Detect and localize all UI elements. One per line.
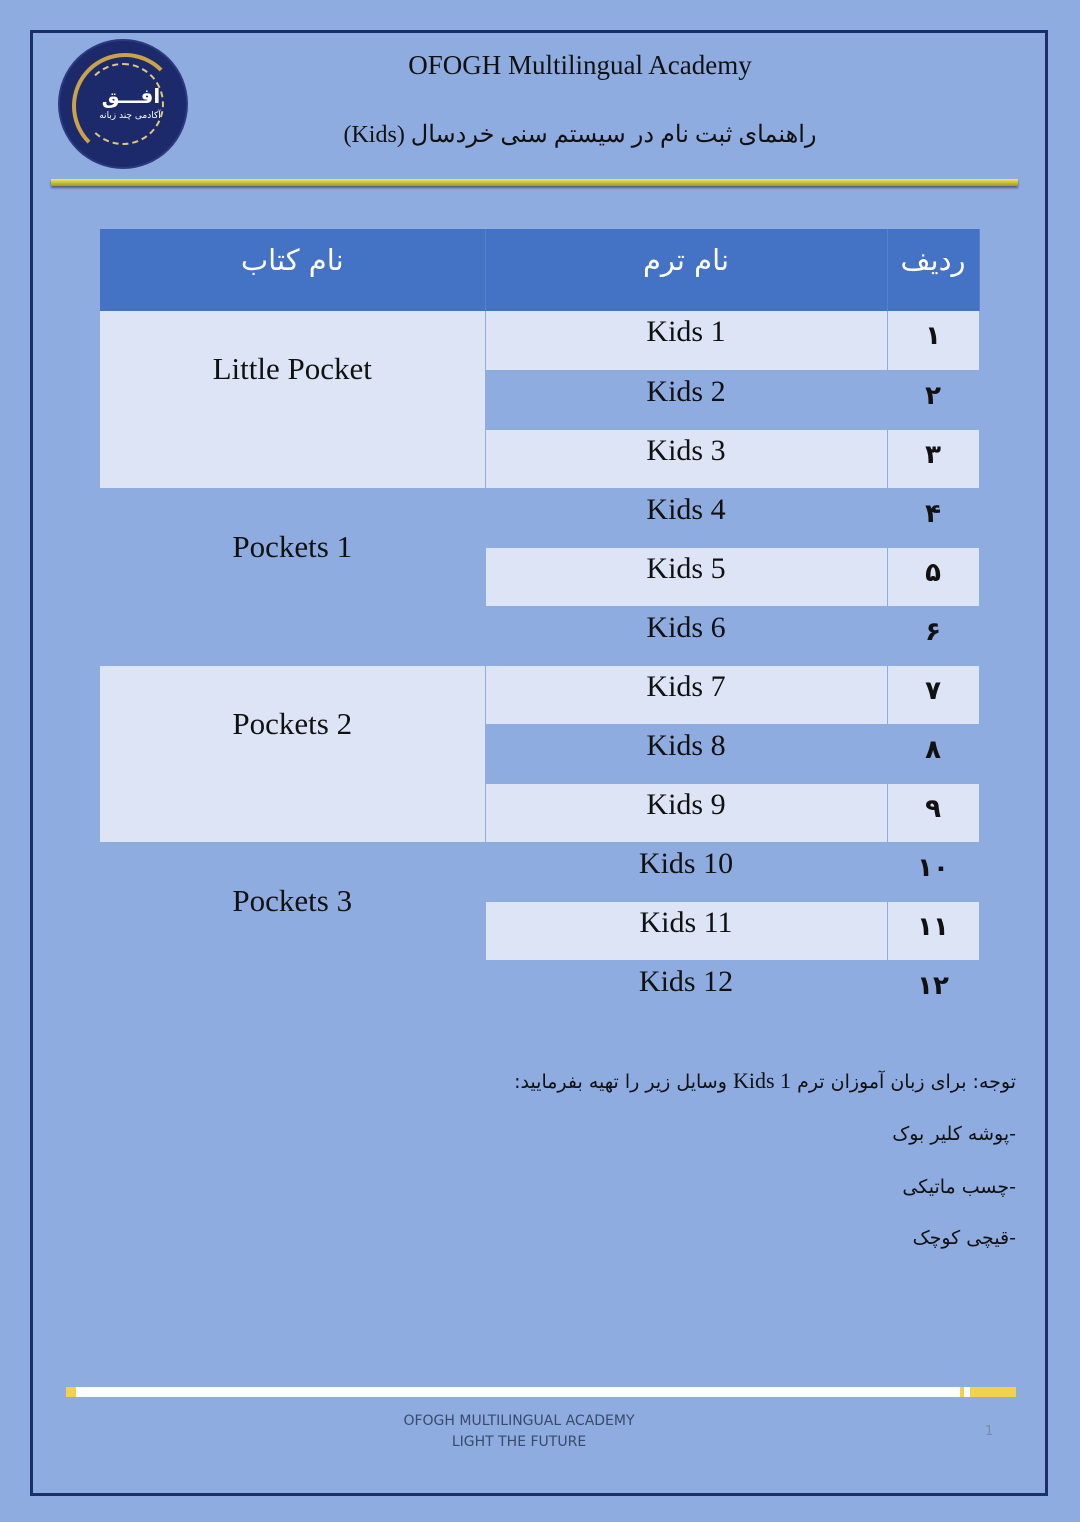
term-cell: Kids 10 <box>485 842 887 901</box>
row-number-cell: ۷ <box>887 665 979 724</box>
table-row <box>100 311 979 370</box>
book-cell: Pockets 3 <box>100 842 485 1019</box>
page-number: 1 <box>985 1424 994 1439</box>
term-cell: Kids 2 <box>485 370 887 429</box>
row-number-cell: ۴ <box>887 488 979 547</box>
footer-slogan: LIGHT THE FUTURE <box>451 1434 587 1450</box>
row-number-cell: ۹ <box>887 783 979 842</box>
document-subtitle: راهنمای ثبت نام در سیستم سنی خردسال (Kids) <box>343 122 817 148</box>
row-number-cell: ۱۰ <box>887 842 979 901</box>
term-cell: Kids 11 <box>485 901 887 960</box>
note-prefix: توجه: برای زبان آموزان ترم <box>797 1071 1016 1093</box>
book-cell: Little Pocket <box>100 311 485 488</box>
document-title: OFOGH Multilingual Academy <box>408 50 752 80</box>
header-term-name: نام ترم <box>485 229 887 311</box>
footer-divider <box>66 1387 1016 1397</box>
note-suffix: وسایل زیر را تهیه بفرمایید: <box>514 1071 727 1093</box>
row-number-cell: ۳ <box>887 429 979 488</box>
footer-academy-name: OFOGH MULTILINGUAL ACADEMY <box>403 1413 635 1429</box>
table-row <box>100 488 979 547</box>
header-divider <box>51 179 1018 186</box>
term-cell: Kids 3 <box>485 429 887 488</box>
row-number-cell: ۱ <box>887 311 979 370</box>
header-book-name: نام کتاب <box>100 229 485 311</box>
logo-text: افـــق <box>101 84 161 108</box>
logo-subtext: آکادمی چند زبانه <box>99 111 161 121</box>
row-number-cell: ۵ <box>887 547 979 606</box>
term-cell: Kids 5 <box>485 547 887 606</box>
term-cell: Kids 12 <box>485 960 887 1019</box>
row-number-cell: ۶ <box>887 606 979 665</box>
term-cell: Kids 7 <box>485 665 887 724</box>
table-row <box>100 842 979 901</box>
header-row-number: ردیف <box>887 229 979 311</box>
row-number-cell: ۲ <box>887 370 979 429</box>
supply-item: -پوشه کلیر بوک <box>892 1123 1016 1145</box>
footer-accent-gap <box>964 1387 970 1397</box>
book-cell: Pockets 2 <box>100 665 485 842</box>
row-number-cell: ۱۱ <box>887 901 979 960</box>
footer-accent-left <box>66 1387 76 1397</box>
table-row <box>100 665 979 724</box>
supplies-note <box>416 1068 1016 1094</box>
table-header-row <box>100 229 979 311</box>
note-term: Kids 1 <box>732 1068 792 1093</box>
term-cell: Kids 6 <box>485 606 887 665</box>
row-number-cell: ۱۲ <box>887 960 979 1019</box>
term-cell: Kids 4 <box>485 488 887 547</box>
supply-item: -قیچی کوچک <box>912 1227 1016 1249</box>
supply-item: -چسب ماتیکی <box>902 1176 1016 1198</box>
term-cell: Kids 8 <box>485 724 887 783</box>
row-number-cell: ۸ <box>887 724 979 783</box>
term-cell: Kids 1 <box>485 311 887 370</box>
academy-logo <box>60 41 186 167</box>
term-cell: Kids 9 <box>485 783 887 842</box>
kids-course-table <box>100 229 980 1020</box>
book-cell: Pockets 1 <box>100 488 485 665</box>
